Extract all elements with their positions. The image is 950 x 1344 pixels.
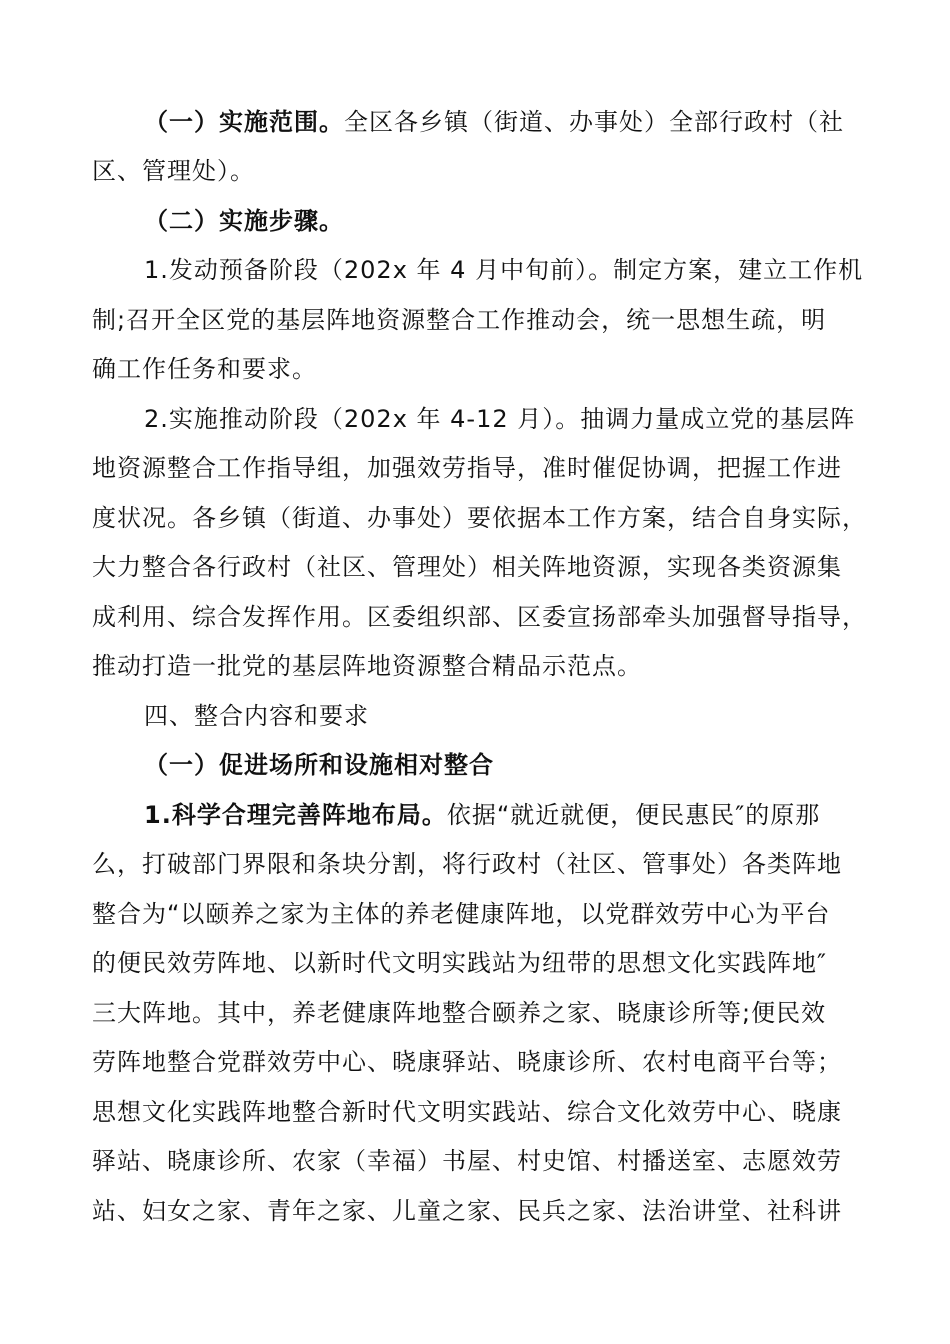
- section-4-heading: 四、整合内容和要求: [144, 702, 369, 730]
- step2-line-5: 成利用、综合发挥作用。区委组织部、区委宣扬部牵头加强督导指导，: [92, 603, 867, 631]
- section-steps-heading: （二）实施步骤。: [144, 207, 344, 235]
- step1-line-2: 制;召开全区党的基层阵地资源整合工作推动会，统一思想生疏，明: [92, 306, 827, 334]
- section-scope-line-1: [144, 106, 844, 138]
- section-scope-line-2: 区、管理处）。: [92, 157, 255, 185]
- step1-line-3: 确工作任务和要求。: [92, 355, 317, 383]
- step2-line-6: 推动打造一批党的基层阵地资源整合精品示范点。: [92, 652, 642, 680]
- step2-line-1: 2.实施推动阶段（202x 年 4-12 月）。抽调力量成立党的基层阵: [144, 405, 856, 433]
- layout-para-heading: 1.科学合理完善阵地布局。: [144, 801, 447, 829]
- layout-para-line-9: 站、妇女之家、青年之家、儿童之家、民兵之家、法治讲堂、社科讲: [92, 1197, 842, 1225]
- layout-para-line-3: 整合为“以颐养之家为主体的养老健康阵地，以党群效劳中心为平台: [92, 900, 831, 928]
- section-4-subheading-1: （一）促进场所和设施相对整合: [144, 751, 494, 779]
- step1-line-1: 1.发动预备阶段（202x 年 4 月中旬前）。制定方案，建立工作机: [144, 256, 864, 284]
- step2-line-4: 大力整合各行政村（社区、管理处）相关阵地资源，实现各类资源集: [92, 553, 842, 581]
- layout-para-line-2: 么，打破部门界限和条块分割，将行政村（社区、管事处）各类阵地: [92, 850, 842, 878]
- layout-para-line-8: 驿站、晓康诊所、农家（幸福）书屋、村史馆、村播送室、志愿效劳: [92, 1147, 842, 1175]
- layout-para-line-7: 思想文化实践阵地整合新时代文明实践站、综合文化效劳中心、晓康: [92, 1098, 842, 1126]
- step2-line-3: 度状况。各乡镇（街道、办事处）要依据本工作方案，结合自身实际，: [92, 504, 867, 532]
- layout-para-text: 依据“就近就便，便民惠民″的原那: [446, 801, 821, 829]
- section-scope-text: 全区各乡镇（街道、办事处）全部行政村（社: [344, 108, 844, 136]
- layout-para-line-1: [144, 799, 820, 831]
- step2-line-2: 地资源整合工作指导组，加强效劳指导，准时催促协调，把握工作进: [92, 454, 842, 482]
- section-scope-heading: （一）实施范围。: [144, 108, 344, 136]
- layout-para-line-4: 的便民效劳阵地、以新时代文明实践站为纽带的思想文化实践阵地″: [92, 949, 827, 977]
- layout-para-line-6: 劳阵地整合党群效劳中心、晓康驿站、晓康诊所、农村电商平台等；: [92, 1048, 842, 1076]
- layout-para-line-5: 三大阵地。其中，养老健康阵地整合颐养之家、晓康诊所等;便民效: [92, 999, 827, 1027]
